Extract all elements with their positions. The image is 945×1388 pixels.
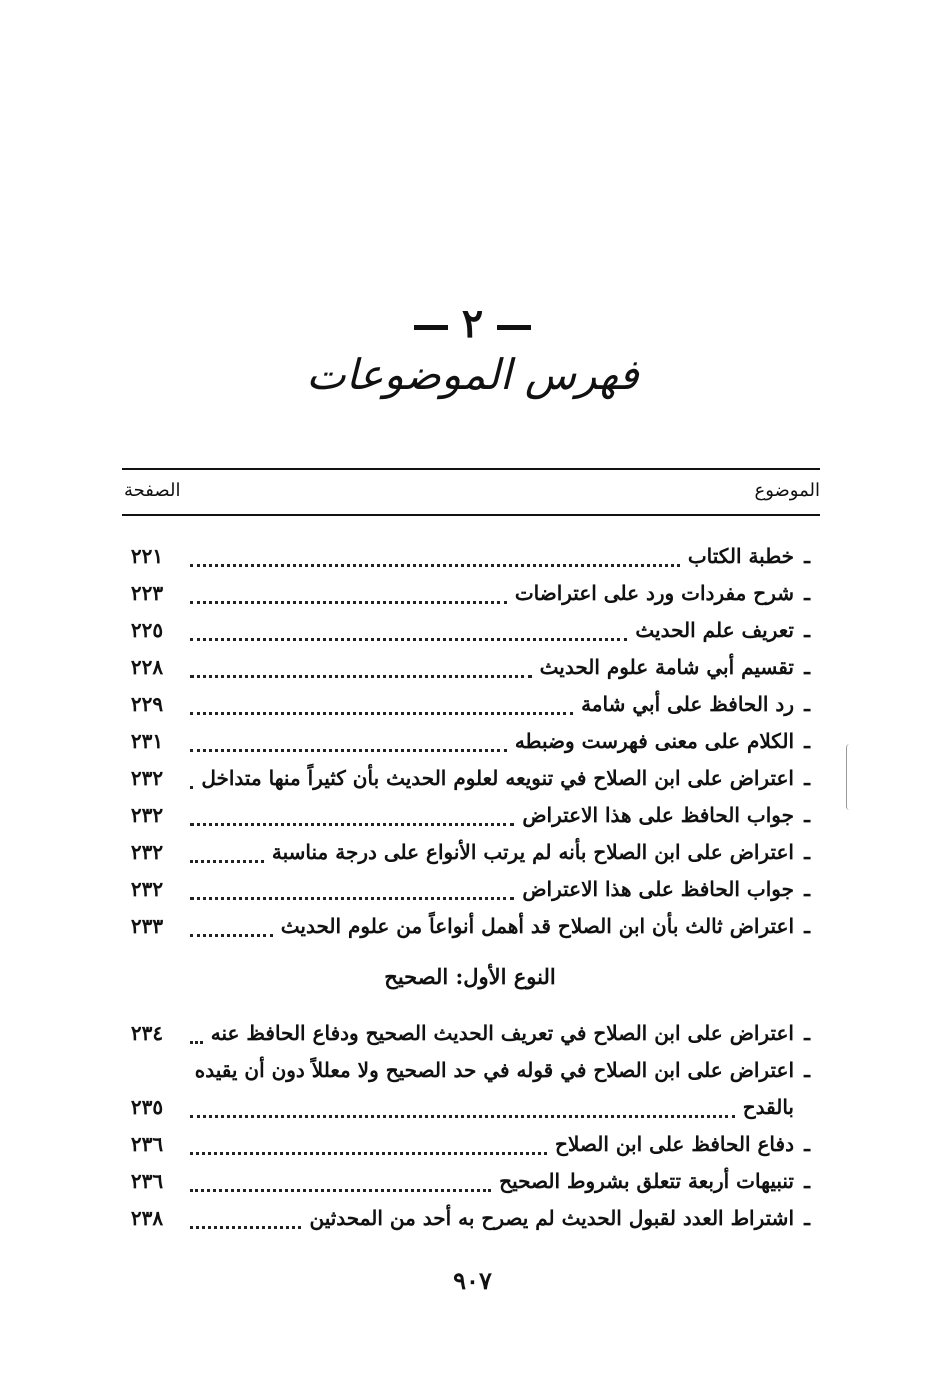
entry-bullet: ـ [804,580,810,605]
dot-leader [190,922,273,937]
entry-bullet: ـ [804,876,810,901]
entry-bullet: ـ [804,1168,810,1193]
dot-leader [190,663,532,678]
dot-leader [190,1103,735,1118]
entry-bullet: ـ [804,1205,810,1230]
entry-text: اشتراط العدد لقبول الحديث لم يصرح به أحد من المحدثين [309,1205,794,1230]
entry-bullet: ـ [804,802,810,827]
entry-page: ٢٢٨ [130,654,164,679]
entry-text: اعتراض على ابن الصلاح بأنه لم يرتب الأنواع على درجة مناسبة [271,839,794,864]
index-title: فهرس الموضوعات [306,350,639,399]
index-entry [120,722,820,759]
entry-text: تعريف علم الحديث [635,617,794,642]
entry-page: ٢٢٣ [130,580,164,605]
entry-bullet: ـ [804,913,810,938]
entry-page: ٢٣٢ [130,765,164,790]
dot-leader [190,1029,203,1044]
entry-bullet: ـ [804,839,810,864]
index-entry [120,1162,820,1199]
index-entry [120,796,820,833]
index-entry [120,907,820,944]
entry-page: ٢٣٤ [130,1020,164,1045]
index-entry [120,1014,820,1051]
dot-leader [190,1214,301,1229]
entry-bullet: ـ [804,691,810,716]
index-entry [120,648,820,685]
index-entry [120,833,820,870]
dot-leader [190,737,507,752]
index-entry [120,1125,820,1162]
index-entry [120,611,820,648]
header-rule-bottom [122,514,820,516]
entry-text: شرح مفردات ورد على اعتراضات [514,580,794,605]
entry-page: ٢٣٣ [130,913,164,938]
index-entry [120,537,820,574]
entry-text: خطبة الكتاب [687,543,794,568]
entry-page: ٢٢٩ [130,691,164,716]
entry-text: بالقدح [742,1094,794,1119]
entry-text: جواب الحافظ على هذا الاعتراض [522,802,794,827]
entry-bullet: ـ [804,1020,810,1045]
entry-text: اعتراض على ابن الصلاح في تنويعه لعلوم الحديث بأن كثيراً منها متداخل [201,765,794,790]
entry-text: اعتراض على ابن الصلاح في تعريف الحديث الصحيح ودفاع الحافظ عنه [210,1020,794,1045]
index-entry [120,685,820,722]
dot-leader [190,885,514,900]
entry-page: ٢٣٦ [130,1131,164,1156]
entry-page: ٢٣١ [130,728,164,753]
entry-text: تنبيهات أربعة تتعلق بشروط الصحيح [499,1168,794,1193]
dot-leader [190,700,573,715]
margin-bracket-mark [846,744,853,810]
entry-bullet: ـ [804,654,810,679]
entry-text: تقسيم أبي شامة علوم الحديث [539,654,794,679]
dot-leader [190,626,627,641]
entry-page: ٢٣٦ [130,1168,164,1193]
entry-page: ٢٣٢ [130,802,164,827]
entry-page: ٢٣٥ [130,1094,164,1119]
part-number-text: ٢ [461,300,484,347]
index-entry-continuation [120,1088,820,1125]
section-title: النوع الأول: الصحيح [384,963,556,989]
entry-bullet: ـ [804,728,810,753]
dot-leader [190,848,264,863]
entry-page: ٢٣٢ [130,839,164,864]
dot-leader [190,1140,547,1155]
part-number [0,300,945,347]
entry-text: دفاع الحافظ على ابن الصلاح [555,1131,794,1156]
entry-bullet: ـ [804,765,810,790]
dash-right [414,325,448,330]
entry-text: رد الحافظ على أبي شامة [581,691,794,716]
dot-leader [190,589,507,604]
entry-page: ٢٢١ [130,543,164,568]
index-entry [120,870,820,907]
index-entries [120,537,820,1236]
index-entry [120,1051,820,1088]
index-entry [120,759,820,796]
dot-leader [190,811,514,826]
column-header-topic: الموضوع [754,480,820,501]
index-entry [120,574,820,611]
entry-page: ٢٣٨ [130,1205,164,1230]
column-header-page: الصفحة [124,480,181,501]
entry-text: جواب الحافظ على هذا الاعتراض [522,876,794,901]
entry-bullet: ـ [804,1131,810,1156]
dash-left [497,325,531,330]
entry-text: اعتراض ثالث بأن ابن الصلاح قد أهمل أنواعاً من علوم الحديث [280,913,794,938]
index-entry [120,1199,820,1236]
entry-page: ٢٢٥ [130,617,164,642]
header-rule-top [122,468,820,470]
dot-leader [190,1177,491,1192]
entry-bullet: ـ [804,543,810,568]
entry-page: ٢٣٢ [130,876,164,901]
entry-bullet: ـ [804,1057,810,1082]
dot-leader [190,774,193,789]
entry-bullet: ـ [804,617,810,642]
page-number: ٩٠٧ [453,1266,492,1295]
entry-text: الكلام على معنى فهرست وضبطه [514,728,794,753]
dot-leader [190,552,680,567]
entry-text: اعتراض على ابن الصلاح في قوله في حد الصحيح ولا معللاً دون أن يقيده [194,1057,794,1082]
